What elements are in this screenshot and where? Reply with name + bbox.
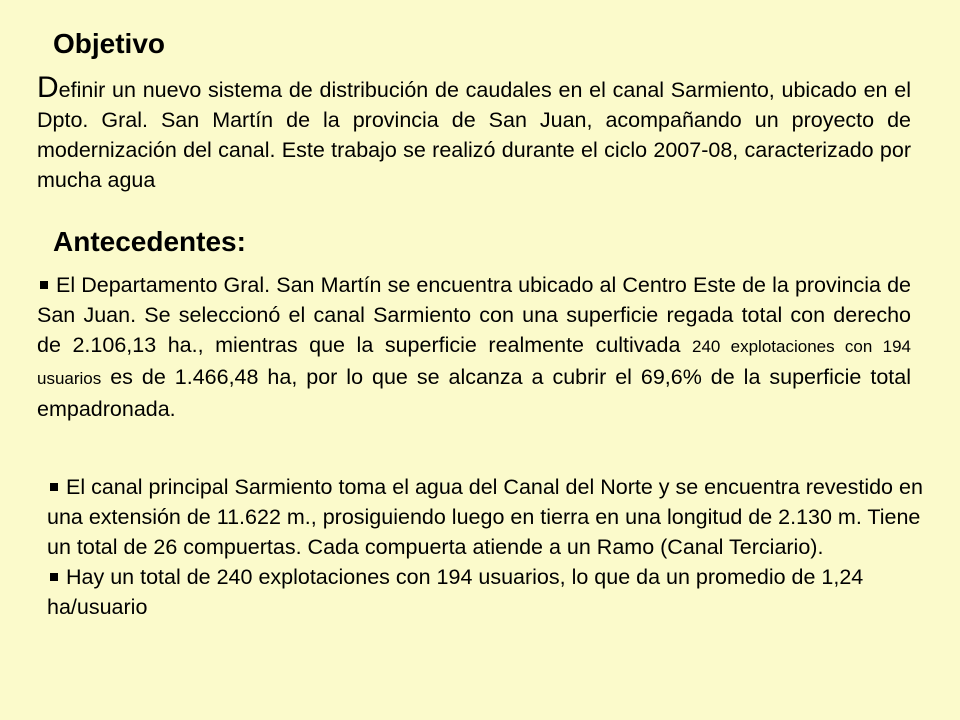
antecedentes-bullet-3-text: Hay un total de 240 explotaciones con 194 usuarios, lo que da un promedio de 1,24 ha/usuario <box>47 565 864 619</box>
antecedentes-bullet-1 <box>37 270 911 424</box>
antecedentes-bullet-2 <box>47 472 927 562</box>
objetivo-dropcap: D <box>37 71 59 104</box>
square-bullet-icon <box>50 573 58 581</box>
objetivo-text: efinir un nuevo sistema de distribución de caudales en el canal Sarmiento, ubicado en el Dpto. Gral. San Martín de la provincia de San Juan, acompañando un proyecto de modernización del canal. Este trabajo se realizó durante el ciclo 2007-08, caracterizado por mucha agua <box>37 78 911 192</box>
antecedentes-bullet-3 <box>47 562 927 622</box>
antecedentes-bullet-1-small-text: 240 explotaciones con 194 usuarios <box>37 337 911 388</box>
antecedentes-bullets-group <box>47 472 927 622</box>
antecedentes-bullet-1-text-b: es de 1.466,48 ha, por lo que se alcanza a cubrir el 69,6% de la superficie total empadronada. <box>37 365 911 421</box>
square-bullet-icon <box>50 483 58 491</box>
antecedentes-bullet-1-text-a: El Departamento Gral. San Martín se encuentra ubicado al Centro Este de la provincia de San Juan. Se seleccionó el canal Sarmiento con una superficie regada total con derecho de 2.106,13 ha., mientras que la superficie realmente cultivada <box>37 273 911 357</box>
square-bullet-icon <box>40 281 48 289</box>
antecedentes-heading: Antecedentes: <box>53 226 246 257</box>
objetivo-heading: Objetivo <box>53 28 166 59</box>
objetivo-paragraph <box>37 73 911 195</box>
antecedentes-bullet-2-text: El canal principal Sarmiento toma el agua del Canal del Norte y se encuentra revestido en una extensión de 11.622 m., prosiguiendo luego en tierra en una longitud de 2.130 m. Tiene un total de 26 compuertas. Cada compuerta atiende a un Ramo (Canal Terciario). <box>47 475 923 559</box>
